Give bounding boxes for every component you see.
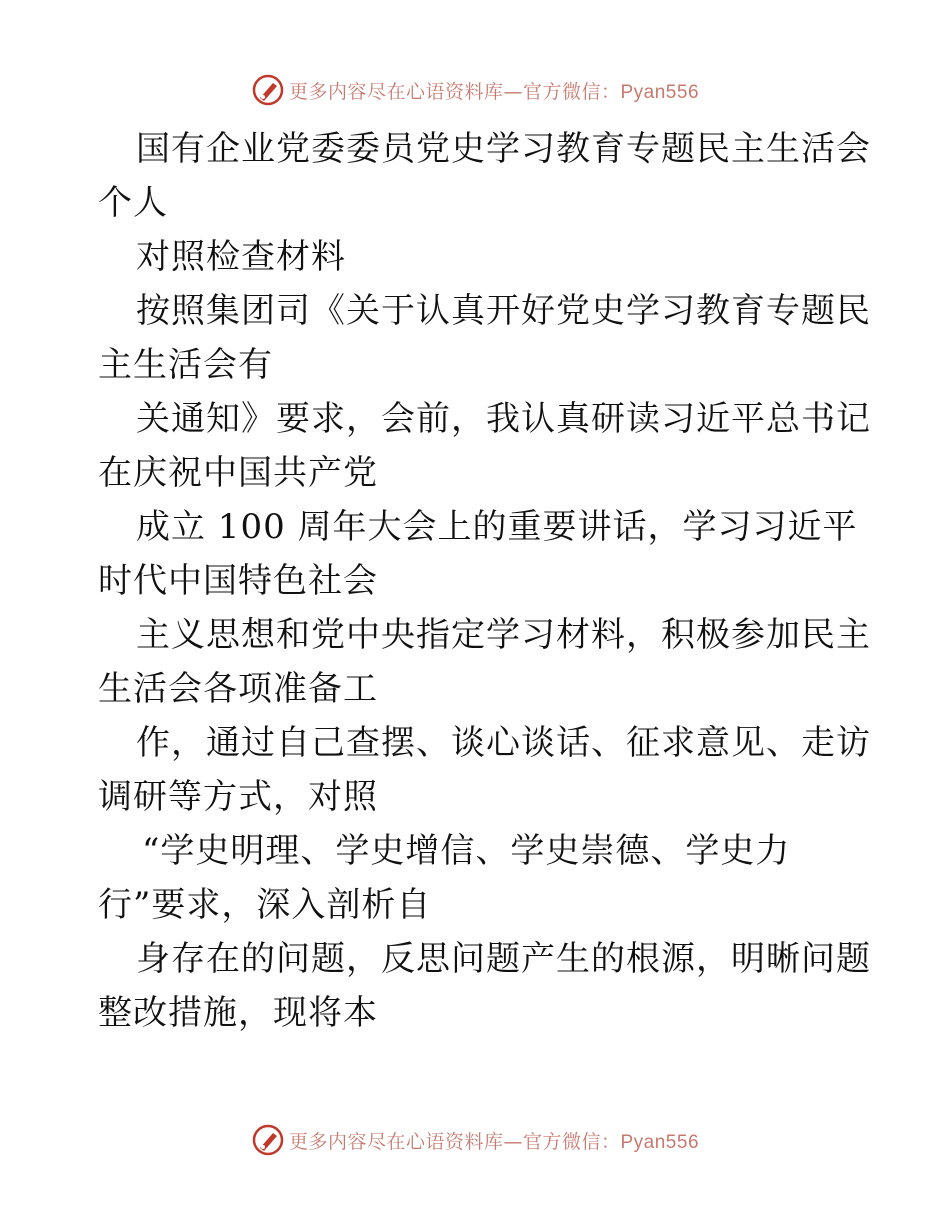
text-line: 身存在的问题，反思问题产生的根源，明晰问题: [136, 939, 871, 979]
text-line: 在庆祝中国共产党: [98, 453, 378, 493]
red-pen-nib-logo-icon: [251, 73, 285, 107]
banner-main-text: 更多内容尽在心语资料库: [288, 1130, 504, 1153]
banner-wechat-id: Pyan556: [620, 1131, 700, 1153]
text-line: 调研等方式，对照: [98, 777, 378, 817]
banner-dash: —: [503, 80, 523, 103]
text-line: 主义思想和党中央指定学习材料，积极参加民主: [136, 615, 871, 655]
banner-dash: —: [503, 1130, 523, 1153]
text-line: 生活会各项准备工: [98, 669, 378, 709]
banner-main-text: 更多内容尽在心语资料库: [288, 80, 504, 103]
text-line: “学史明理、学史增信、学史崇德、学史力: [142, 831, 791, 871]
banner-text: [289, 1127, 699, 1154]
text-line: 对照检查材料: [136, 237, 346, 277]
document-body: [98, 122, 871, 1040]
text-line: 时代中国特色社会: [98, 561, 378, 601]
banner-text: [289, 77, 699, 104]
footer-watermark-banner: [0, 1120, 950, 1160]
text-line: 个人: [98, 183, 168, 223]
text-line: 按照集团司《关于认真开好党史学习教育专题民: [136, 291, 871, 331]
banner-sub-text: 官方微信：: [522, 80, 621, 103]
banner-wechat-id: Pyan556: [620, 81, 700, 103]
text-line: 主生活会有: [98, 345, 273, 385]
text-line: 关通知》要求，会前，我认真研读习近平总书记: [136, 399, 871, 439]
text-line: 成立 100 周年大会上的重要讲话，学习习近平: [136, 507, 858, 547]
text-line: 整改措施，现将本: [98, 993, 378, 1033]
text-line: 国有企业党委委员党史学习教育专题民主生活会: [136, 129, 871, 169]
header-watermark-banner: [0, 70, 950, 110]
text-line: 作，通过自己查摆、谈心谈话、征求意见、走访: [136, 723, 871, 763]
banner-sub-text: 官方微信：: [522, 1130, 621, 1153]
text-line: 行”要求，深入剖析自: [98, 885, 432, 925]
red-pen-nib-logo-icon: [251, 1123, 285, 1157]
